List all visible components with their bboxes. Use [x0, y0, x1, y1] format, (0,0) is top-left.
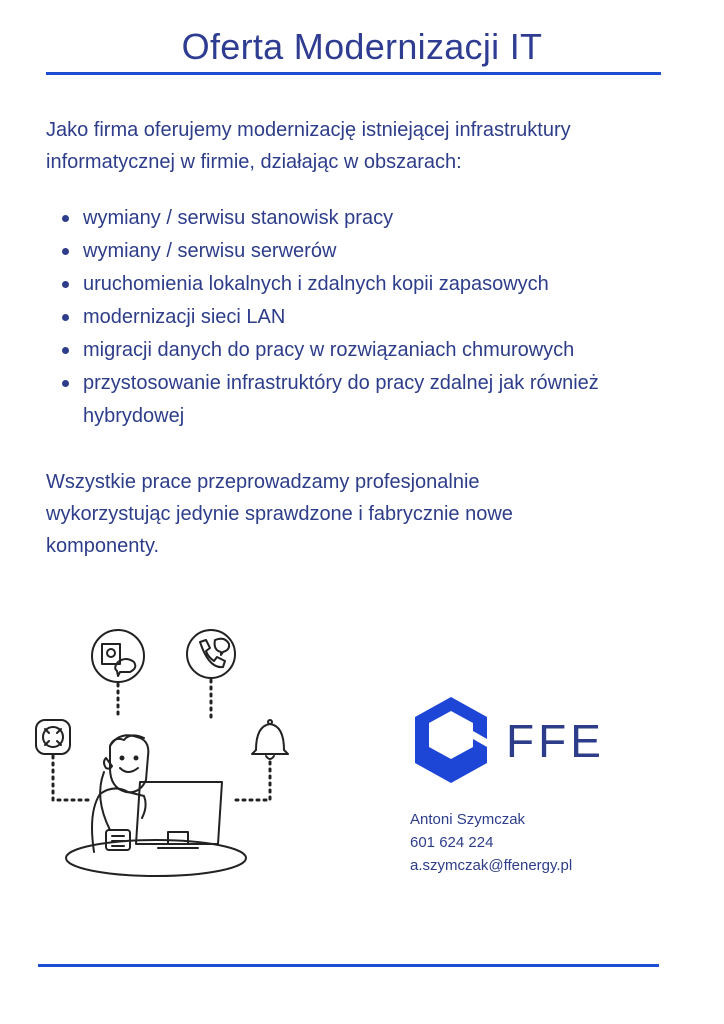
page-title: Oferta Modernizacji IT — [181, 26, 543, 67]
list-item: migracji danych do pracy w rozwiązaniach chmurowych — [62, 334, 662, 367]
intro-paragraph: Jako firma oferujemy modernizację istniejącej infrastruktury informatycznej w firmie, działając w obszarach: — [46, 119, 571, 173]
contact-phone: 601 624 224 — [410, 834, 494, 851]
services-list — [62, 202, 662, 433]
list-item: wymiany / serwisu serwerów — [62, 235, 662, 268]
phone-chat-icon — [187, 630, 235, 678]
logo-text: FFE — [506, 715, 605, 767]
ffe-logo — [413, 695, 613, 785]
contact-block — [410, 808, 572, 877]
lifebuoy-icon — [36, 720, 70, 754]
settings-chat-icon — [92, 630, 144, 682]
list-item: modernizacji sieci LAN — [62, 301, 662, 334]
top-divider — [46, 72, 661, 75]
contact-email[interactable]: a.szymczak@ffenergy.pl — [410, 857, 573, 874]
list-item: przystosowanie infrastruktóry do pracy zdalnej jak również hybrydowej — [62, 367, 662, 433]
bell-icon — [252, 720, 288, 759]
bottom-divider — [38, 964, 659, 967]
support-illustration — [28, 622, 318, 890]
list-item: wymiany / serwisu stanowisk pracy — [62, 202, 662, 235]
contact-name: Antoni Szymczak — [410, 811, 526, 828]
list-item: uruchomienia lokalnych i zdalnych kopii zapasowych — [62, 268, 662, 301]
closing-paragraph: Wszystkie prace przeprowadzamy profesjonalnie wykorzystując jedynie sprawdzone i fabrycznie nowe komponenty. — [46, 471, 513, 557]
